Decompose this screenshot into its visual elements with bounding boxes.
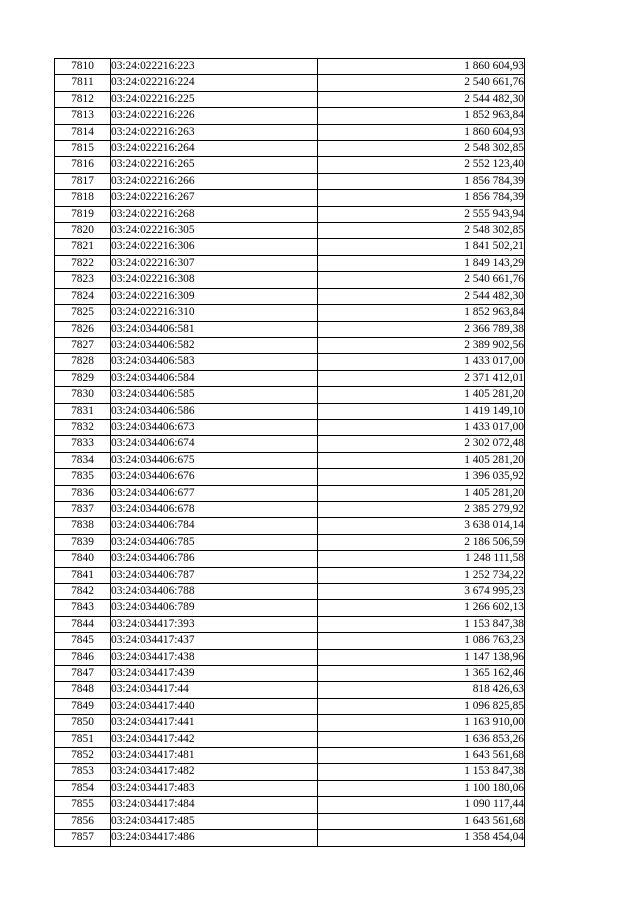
cadastral-number-cell: 03:24:034417:437 (111, 633, 318, 649)
row-number-cell: 7850 (55, 715, 111, 731)
cadastral-number-cell: 03:24:034417:438 (111, 649, 318, 665)
table-row (55, 419, 525, 435)
value-cell: 1 096 825,85 (318, 698, 525, 714)
row-number-cell: 7812 (55, 91, 111, 107)
table-row (55, 682, 525, 698)
row-number-cell: 7824 (55, 288, 111, 304)
value-cell: 2 540 661,76 (318, 75, 525, 91)
value-cell: 1 433 017,00 (318, 419, 525, 435)
row-number-cell: 7851 (55, 731, 111, 747)
value-cell: 1 852 963,84 (318, 305, 525, 321)
table-row (55, 272, 525, 288)
row-number-cell: 7856 (55, 813, 111, 829)
cadastral-number-cell: 03:24:022216:306 (111, 239, 318, 255)
cadastral-number-cell: 03:24:022216:226 (111, 108, 318, 124)
cadastral-number-cell: 03:24:034406:581 (111, 321, 318, 337)
row-number-cell: 7817 (55, 173, 111, 189)
value-cell: 2 548 302,85 (318, 223, 525, 239)
row-number-cell: 7832 (55, 419, 111, 435)
row-number-cell: 7842 (55, 584, 111, 600)
value-cell: 2 366 789,38 (318, 321, 525, 337)
table-row (55, 288, 525, 304)
cadastral-number-cell: 03:24:022216:305 (111, 223, 318, 239)
value-cell: 1 856 784,39 (318, 173, 525, 189)
row-number-cell: 7830 (55, 387, 111, 403)
table-row (55, 305, 525, 321)
row-number-cell: 7843 (55, 600, 111, 616)
cadastral-number-cell: 03:24:034417:484 (111, 797, 318, 813)
row-number-cell: 7838 (55, 518, 111, 534)
row-number-cell: 7854 (55, 780, 111, 796)
value-cell: 1 248 111,58 (318, 551, 525, 567)
table-row (55, 616, 525, 632)
row-number-cell: 7855 (55, 797, 111, 813)
cadastral-number-cell: 03:24:034417:440 (111, 698, 318, 714)
table-row (55, 223, 525, 239)
value-cell: 2 302 072,48 (318, 436, 525, 452)
value-cell: 1 433 017,00 (318, 354, 525, 370)
table-row (55, 124, 525, 140)
row-number-cell: 7820 (55, 223, 111, 239)
value-cell: 2 371 412,01 (318, 370, 525, 386)
table-row (55, 354, 525, 370)
cadastral-number-cell: 03:24:034406:676 (111, 469, 318, 485)
table-row (55, 239, 525, 255)
row-number-cell: 7829 (55, 370, 111, 386)
table-row (55, 534, 525, 550)
cadastral-number-cell: 03:24:034417:485 (111, 813, 318, 829)
row-number-cell: 7849 (55, 698, 111, 714)
table-row (55, 157, 525, 173)
cadastral-number-cell: 03:24:034406:677 (111, 485, 318, 501)
cadastral-number-cell: 03:24:022216:224 (111, 75, 318, 91)
cadastral-number-cell: 03:24:022216:310 (111, 305, 318, 321)
table-row (55, 387, 525, 403)
cadastral-number-cell: 03:24:022216:267 (111, 190, 318, 206)
value-cell: 1 396 035,92 (318, 469, 525, 485)
row-number-cell: 7816 (55, 157, 111, 173)
value-cell: 1 405 281,20 (318, 452, 525, 468)
row-number-cell: 7823 (55, 272, 111, 288)
table-row (55, 75, 525, 91)
table-row (55, 485, 525, 501)
value-cell: 818 426,63 (318, 682, 525, 698)
row-number-cell: 7813 (55, 108, 111, 124)
row-number-cell: 7819 (55, 206, 111, 222)
value-cell: 1 849 143,29 (318, 255, 525, 271)
table-row (55, 255, 525, 271)
value-cell: 1 266 602,13 (318, 600, 525, 616)
cadastral-number-cell: 03:24:034417:44 (111, 682, 318, 698)
row-number-cell: 7841 (55, 567, 111, 583)
table-row (55, 813, 525, 829)
value-cell: 2 186 506,59 (318, 534, 525, 550)
value-cell: 1 841 502,21 (318, 239, 525, 255)
table-row (55, 715, 525, 731)
cadastral-number-cell: 03:24:034406:786 (111, 551, 318, 567)
table-row (55, 551, 525, 567)
table-row (55, 501, 525, 517)
cadastral-number-cell: 03:24:022216:266 (111, 173, 318, 189)
table-row (55, 469, 525, 485)
cadastral-number-cell: 03:24:022216:307 (111, 255, 318, 271)
cadastral-number-cell: 03:24:034406:584 (111, 370, 318, 386)
value-cell: 2 540 661,76 (318, 272, 525, 288)
row-number-cell: 7852 (55, 748, 111, 764)
cadastral-number-cell: 03:24:022216:263 (111, 124, 318, 140)
value-cell: 1 405 281,20 (318, 485, 525, 501)
value-cell: 1 100 180,06 (318, 780, 525, 796)
value-cell: 3 674 995,23 (318, 584, 525, 600)
table-row (55, 830, 525, 846)
table-row (55, 600, 525, 616)
table-row (55, 731, 525, 747)
cadastral-number-cell: 03:24:034406:675 (111, 452, 318, 468)
cadastral-number-cell: 03:24:022216:225 (111, 91, 318, 107)
table-row (55, 518, 525, 534)
value-cell: 1 860 604,93 (318, 59, 525, 75)
table-row (55, 321, 525, 337)
table-row (55, 91, 525, 107)
table-row (55, 797, 525, 813)
table-body (55, 59, 525, 847)
table-row (55, 649, 525, 665)
cadastral-number-cell: 03:24:022216:264 (111, 141, 318, 157)
value-cell: 2 389 902,56 (318, 337, 525, 353)
cadastral-number-cell: 03:24:034417:481 (111, 748, 318, 764)
table-row (55, 370, 525, 386)
cadastral-number-cell: 03:24:022216:308 (111, 272, 318, 288)
row-number-cell: 7814 (55, 124, 111, 140)
row-number-cell: 7839 (55, 534, 111, 550)
cadastral-number-cell: 03:24:034406:673 (111, 419, 318, 435)
row-number-cell: 7836 (55, 485, 111, 501)
value-cell: 1 358 454,04 (318, 830, 525, 846)
cadastral-number-cell: 03:24:034406:586 (111, 403, 318, 419)
row-number-cell: 7815 (55, 141, 111, 157)
cadastral-number-cell: 03:24:022216:309 (111, 288, 318, 304)
cadastral-number-cell: 03:24:034406:585 (111, 387, 318, 403)
value-cell: 2 555 943,94 (318, 206, 525, 222)
row-number-cell: 7845 (55, 633, 111, 649)
cadastral-number-cell: 03:24:034417:393 (111, 616, 318, 632)
table-row (55, 403, 525, 419)
row-number-cell: 7834 (55, 452, 111, 468)
value-cell: 1 636 853,26 (318, 731, 525, 747)
row-number-cell: 7818 (55, 190, 111, 206)
cadastral-number-cell: 03:24:034406:582 (111, 337, 318, 353)
table-row (55, 452, 525, 468)
value-cell: 1 852 963,84 (318, 108, 525, 124)
value-cell: 1 365 162,46 (318, 666, 525, 682)
table-row (55, 666, 525, 682)
value-cell: 2 385 279,92 (318, 501, 525, 517)
cadastral-number-cell: 03:24:034406:583 (111, 354, 318, 370)
row-number-cell: 7821 (55, 239, 111, 255)
cadastral-number-cell: 03:24:034417:439 (111, 666, 318, 682)
row-number-cell: 7837 (55, 501, 111, 517)
value-cell: 3 638 014,14 (318, 518, 525, 534)
value-cell: 1 856 784,39 (318, 190, 525, 206)
row-number-cell: 7826 (55, 321, 111, 337)
value-cell: 1 153 847,38 (318, 616, 525, 632)
data-table (54, 58, 525, 847)
value-cell: 1 643 561,68 (318, 813, 525, 829)
value-cell: 1 643 561,68 (318, 748, 525, 764)
table-row (55, 190, 525, 206)
cadastral-number-cell: 03:24:034406:674 (111, 436, 318, 452)
row-number-cell: 7848 (55, 682, 111, 698)
table-row (55, 764, 525, 780)
row-number-cell: 7828 (55, 354, 111, 370)
cadastral-number-cell: 03:24:034406:785 (111, 534, 318, 550)
table-row (55, 633, 525, 649)
row-number-cell: 7825 (55, 305, 111, 321)
value-cell: 2 544 482,30 (318, 91, 525, 107)
row-number-cell: 7833 (55, 436, 111, 452)
cadastral-number-cell: 03:24:034417:482 (111, 764, 318, 780)
row-number-cell: 7847 (55, 666, 111, 682)
table-row (55, 567, 525, 583)
row-number-cell: 7835 (55, 469, 111, 485)
table-row (55, 59, 525, 75)
row-number-cell: 7846 (55, 649, 111, 665)
value-cell: 1 252 734,22 (318, 567, 525, 583)
table-row (55, 698, 525, 714)
row-number-cell: 7844 (55, 616, 111, 632)
row-number-cell: 7857 (55, 830, 111, 846)
row-number-cell: 7827 (55, 337, 111, 353)
value-cell: 2 544 482,30 (318, 288, 525, 304)
table-row (55, 337, 525, 353)
cadastral-number-cell: 03:24:022216:223 (111, 59, 318, 75)
table-row (55, 584, 525, 600)
cadastral-number-cell: 03:24:034406:787 (111, 567, 318, 583)
value-cell: 2 548 302,85 (318, 141, 525, 157)
cadastral-number-cell: 03:24:034406:784 (111, 518, 318, 534)
table-row (55, 141, 525, 157)
row-number-cell: 7853 (55, 764, 111, 780)
value-cell: 1 163 910,00 (318, 715, 525, 731)
row-number-cell: 7811 (55, 75, 111, 91)
cadastral-number-cell: 03:24:022216:268 (111, 206, 318, 222)
value-cell: 1 419 149,10 (318, 403, 525, 419)
cadastral-number-cell: 03:24:022216:265 (111, 157, 318, 173)
table-row (55, 173, 525, 189)
value-cell: 1 860 604,93 (318, 124, 525, 140)
row-number-cell: 7810 (55, 59, 111, 75)
cadastral-number-cell: 03:24:034417:483 (111, 780, 318, 796)
value-cell: 1 090 117,44 (318, 797, 525, 813)
value-cell: 1 405 281,20 (318, 387, 525, 403)
table-row (55, 206, 525, 222)
value-cell: 1 086 763,23 (318, 633, 525, 649)
cadastral-number-cell: 03:24:034417:486 (111, 830, 318, 846)
table-row (55, 748, 525, 764)
table-row (55, 436, 525, 452)
value-cell: 1 153 847,38 (318, 764, 525, 780)
cadastral-number-cell: 03:24:034406:678 (111, 501, 318, 517)
cadastral-number-cell: 03:24:034417:441 (111, 715, 318, 731)
cadastral-number-cell: 03:24:034406:788 (111, 584, 318, 600)
value-cell: 1 147 138,96 (318, 649, 525, 665)
cadastral-number-cell: 03:24:034406:789 (111, 600, 318, 616)
cadastral-number-cell: 03:24:034417:442 (111, 731, 318, 747)
row-number-cell: 7831 (55, 403, 111, 419)
row-number-cell: 7840 (55, 551, 111, 567)
value-cell: 2 552 123,40 (318, 157, 525, 173)
row-number-cell: 7822 (55, 255, 111, 271)
table-row (55, 108, 525, 124)
table-row (55, 780, 525, 796)
